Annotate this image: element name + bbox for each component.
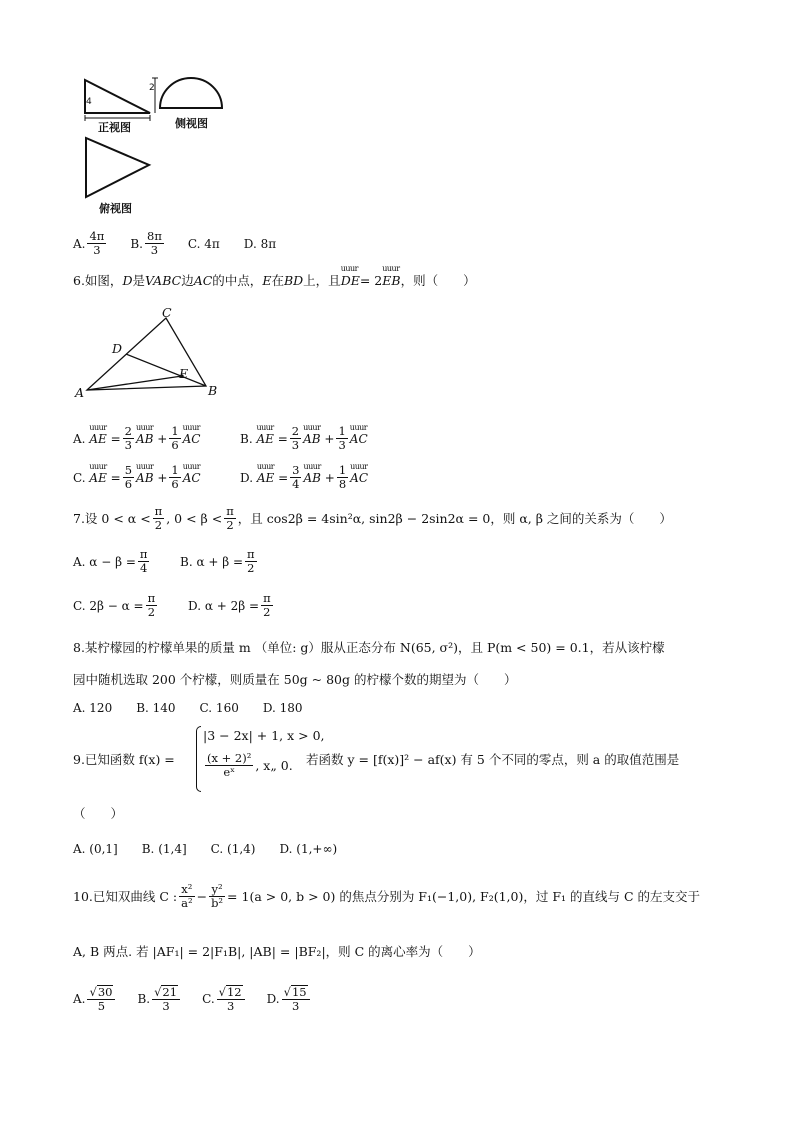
q10-option-d: D. √15 3	[267, 985, 312, 1013]
q5-option-d: D. 8π	[243, 236, 277, 251]
q6-point-d: D	[112, 341, 123, 356]
q7-option-c: C. 2β − α = $\frac{\pi}{2}$	[73, 591, 156, 620]
q6-point-e: E	[179, 366, 189, 381]
q6-point-a: A	[75, 385, 85, 400]
side-view-label: 侧视图	[175, 117, 208, 130]
q9-piecewise-brace	[196, 726, 201, 792]
q10-options	[73, 985, 312, 1013]
q8-options: A. 120 B. 140 C. 160 D. 180	[73, 701, 303, 715]
q6-point-c: C	[162, 305, 172, 320]
q6-stem: 6.如图，D是VABC边AC的中点，E在BD上，且uuur DE= 2uuur EB，则（ ）	[73, 273, 476, 289]
q10-stem-line1: 10.已知双曲线 C : x² a² − $\frac{\text{y²}}{\text{b²}}$ = 1(a > 0, b > 0) 的焦点分别为 F₁(−1,0), F₂(1,0)，过 F₁ 的直线与 C 的左支交于	[73, 882, 700, 911]
q6-option-b: B. uuur AE = 2 3 uuur AB + 1 3 uuur AC	[240, 425, 368, 452]
top-view-shape	[86, 138, 149, 197]
side-view-shape	[160, 78, 222, 108]
q10-option-b: B. √21 3	[137, 985, 182, 1013]
q5-option-b-label: B.	[130, 236, 143, 251]
q7-option-a: A. α − β = $\frac{\pi}{4}$	[73, 547, 148, 576]
front-view-label: 正视图	[98, 121, 131, 134]
q9-prefix: 9.已知函数 f(x) =	[73, 752, 175, 767]
q9-options: A. (0,1] B. (1,4] C. (1,4) D. (1,+∞)	[73, 842, 338, 856]
dim-height-label: 2	[149, 83, 155, 93]
q9-case2: (x + 2)² eˣ , x„ 0.	[207, 751, 293, 780]
q6-option-c: C. uuur AE = 5 6 uuur AB + 1 6 uuur AC	[73, 464, 201, 491]
q6-triangle-figure	[70, 300, 230, 405]
three-view-figures	[75, 70, 235, 220]
q10-option-a: A. √30 5	[73, 985, 117, 1013]
q7-option-d: D. α + 2β = $\frac{\pi}{2}$	[188, 591, 271, 620]
q9-case1: |3 − 2x| + 1, x > 0,	[203, 728, 325, 743]
q6-point-b: B	[208, 383, 218, 398]
dim-width-label: 4	[86, 97, 92, 107]
top-view-label: 俯视图	[99, 202, 132, 215]
q5-option-c: C. 4π	[187, 236, 220, 251]
q5-option-a-fraction: 4π 3	[89, 229, 105, 258]
q7-stem: 7.设 0 < α < π 2 , 0 < β < π 2 ，且 cos2β = 4sin²α, sin2β − 2sin2α = 0，则 α, β 之间的关系为（ ）	[73, 504, 672, 533]
q10-stem-line2: A, B 两点. 若 |AF₁| = 2|F₁B|, |AB| = |BF₂|，则 C 的离心率为（ ）	[73, 944, 481, 959]
q5-option-a-label: A.	[73, 236, 86, 251]
q9-suffix: 若函数 y = [f(x)]² − af(x) 有 5 个不同的零点，则 a 的取值范围是	[306, 752, 680, 767]
q6-option-d: D. uuur AE = 3 4 uuur AB + 1 8 uuur AC	[240, 464, 368, 491]
q5-options	[73, 230, 276, 257]
q8-stem-line2: 园中随机选取 200 个柠檬，则质量在 50g ~ 80g 的柠檬个数的期望为（ ）	[73, 672, 517, 687]
q7-option-b: B. α + β = $\frac{\pi}{2}$	[180, 547, 255, 576]
q9-answer-paren: （ ）	[73, 806, 124, 821]
q10-option-c: C. √12 3	[202, 985, 247, 1013]
q8-stem-line1: 8.某柠檬园的柠檬单果的质量 m （单位: g）服从正态分布 N(65, σ²)，且 P(m < 50) = 0.1，若从该柠檬	[73, 640, 665, 655]
q5-option-b-fraction: 8π 3	[147, 229, 162, 258]
q6-option-a: A. uuur AE = 2 3 uuur AB + 1 6 uuur AC	[73, 425, 201, 452]
front-view-shape	[85, 80, 150, 113]
